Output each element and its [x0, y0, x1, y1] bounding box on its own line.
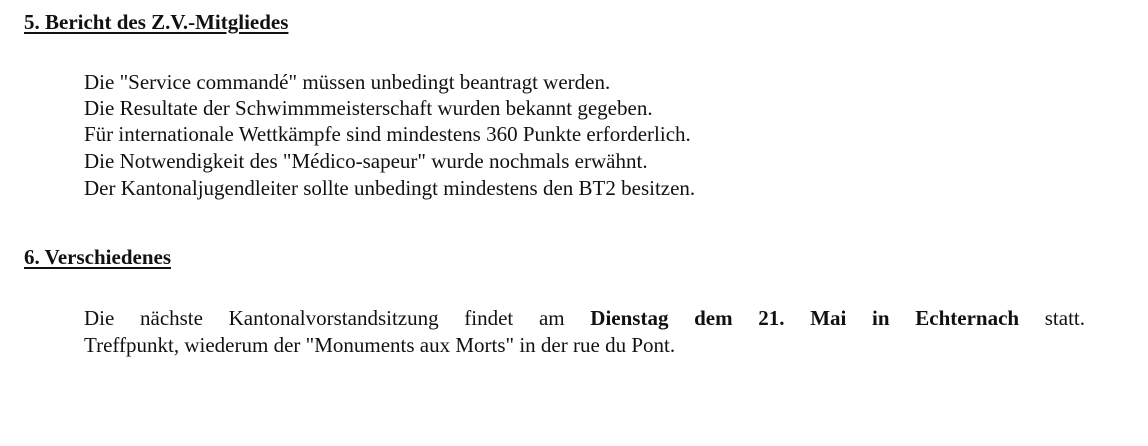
- section-6-paragraph-line-2: Treffpunkt, wiederum der "Monuments aux Morts" in der rue du Pont.: [84, 333, 676, 357]
- section-5-line: Die Notwendigkeit des "Médico-sapeur" wurde nochmals erwähnt.: [84, 149, 648, 173]
- section-5-line: Die Resultate der Schwimmmeisterschaft wurden bekannt gegeben.: [84, 96, 653, 120]
- meeting-sentence-end: statt.: [1019, 306, 1086, 330]
- section-5-line: Der Kantonaljugendleiter sollte unbedingt mindestens den BT2 besitzen.: [84, 176, 696, 200]
- section-6-heading: 6. Verschiedenes: [24, 245, 171, 269]
- meeting-date-location: Dienstag dem 21. Mai in Echternach: [590, 306, 1020, 330]
- section-5-heading: 5. Bericht des Z.V.-Mitgliedes: [24, 10, 289, 34]
- section-5-line: Für internationale Wettkämpfe sind mindestens 360 Punkte erforderlich.: [84, 122, 691, 146]
- section-6-paragraph-line-1: [84, 306, 1085, 330]
- section-5-line: Die "Service commandé" müssen unbedingt beantragt werden.: [84, 70, 611, 94]
- meeting-sentence-start: Die nächste Kantonalvorstandsitzung findet am: [84, 306, 591, 330]
